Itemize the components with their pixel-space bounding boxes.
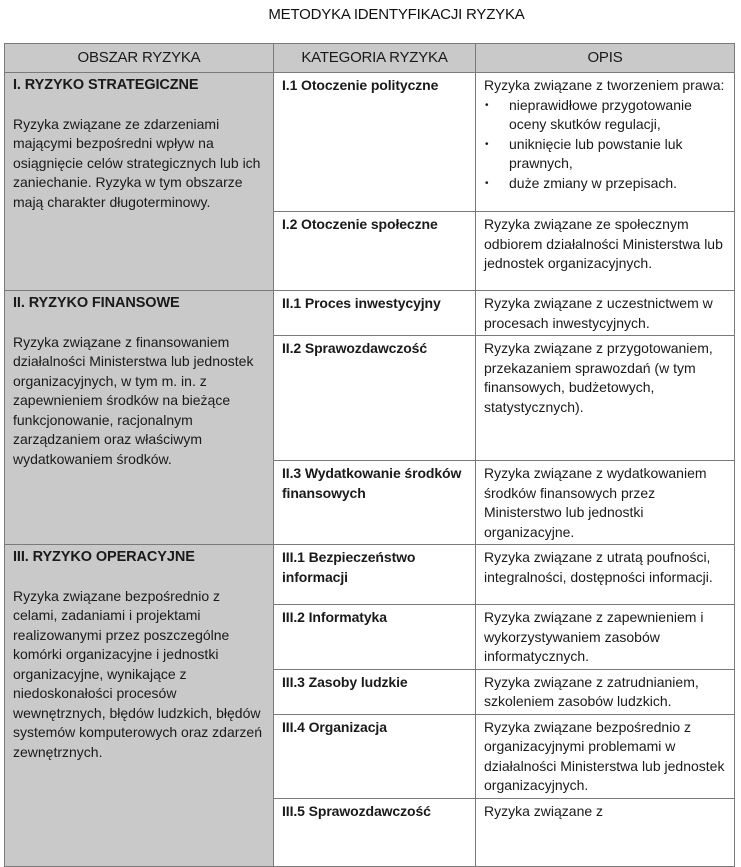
bullet-list <box>484 96 727 194</box>
risk-methodology-table <box>4 43 735 867</box>
area-cell-operational <box>5 545 274 867</box>
category-cell: I.1 Otoczenie polityczne <box>274 73 476 212</box>
area-title: II. RYZYKO FINANSOWE <box>13 295 180 311</box>
category-cell: III.3 Zasoby ludzkie <box>274 669 476 714</box>
document-title: METODYKA IDENTYFIKACJI RYZYKA <box>268 6 525 23</box>
description-cell: Ryzyka związane z przygotowaniem, przekazaniem sprawozdań (w tym finansowych, budżetowych, statystycznych). <box>476 336 735 461</box>
description-cell: Ryzyka związane z utratą poufności, integralności, dostępności informacji. <box>476 545 735 605</box>
description-cell: Ryzyka związane bezpośrednio z organizacyjnymi problemami w działalności Ministerstwa lub jednostek organizacyjnych. <box>476 714 735 798</box>
description-cell: Ryzyka związane z <box>476 798 735 866</box>
area-cell-strategic <box>5 73 274 291</box>
description-cell: Ryzyka związane ze społecznym odbiorem działalności Ministerstwa lub jednostek organizacyjnych. <box>476 212 735 291</box>
column-header-area: OBSZAR RYZYKA <box>5 44 274 73</box>
table-header-row <box>5 44 735 73</box>
description-cell <box>476 73 735 212</box>
area-cell-financial <box>5 291 274 545</box>
category-cell: I.2 Otoczenie społeczne <box>274 212 476 291</box>
description-cell: Ryzyka związane z zatrudnianiem, szkoleniem zasobów ludzkich. <box>476 669 735 714</box>
area-title: I. RYZYKO STRATEGICZNE <box>13 77 199 93</box>
category-cell: III.2 Informatyka <box>274 605 476 670</box>
category-cell: II.2 Sprawozdawczość <box>274 336 476 461</box>
table-row <box>5 73 735 212</box>
description-cell: Ryzyka związane z wydatkowaniem środków finansowych przez Ministerstwo lub jednostki organizacyjne. <box>476 461 735 545</box>
category-cell: III.4 Organizacja <box>274 714 476 798</box>
category-cell: III.5 Sprawozdawczość <box>274 798 476 866</box>
bullet-item: • uniknięcie lub powstanie luk prawnych, <box>484 135 727 174</box>
category-cell: II.3 Wydatkowanie środków finansowych <box>274 461 476 545</box>
column-header-description: OPIS <box>476 44 735 73</box>
description-text: Ryzyka związane z tworzeniem prawa: <box>484 77 725 93</box>
bullet-item: • duże zmiany w przepisach. <box>484 174 727 194</box>
column-header-category: KATEGORIA RYZYKA <box>274 44 476 73</box>
area-title: III. RYZYKO OPERACYJNE <box>13 549 195 565</box>
description-cell: Ryzyka związane z uczestnictwem w procesach inwestycyjnych. <box>476 291 735 336</box>
category-cell: II.1 Proces inwestycyjny <box>274 291 476 336</box>
area-description: Ryzyka związane ze zdarzeniami mającymi bezpośredni wpływ na osiągnięcie celów strategicznych lub ich zaniechanie. Ryzyka w tym obszarze mają charakter długoterminowy. <box>13 115 261 210</box>
area-description: Ryzyka związane bezpośrednio z celami, zadaniami i projektami realizowanymi przez poszczególne komórki organizacyjne i jednostki organizacyjne, wynikające z niedoskonałości procesów wewnętrznych, błędów ludzkich, błędów systemów komputerowych oraz zdarzeń zewnętrznych. <box>13 587 262 760</box>
table-row <box>5 291 735 336</box>
area-description: Ryzyka związane z finansowaniem działalności Ministerstwa lub jednostek organizacyjnych, w tym m. in. z zapewnieniem środków na bieżące funkcjonowanie, racjonalnym zarządzaniem oraz właściwym wydatkowaniem środków. <box>13 333 254 467</box>
bullet-item: • nieprawidłowe przygotowanie oceny skutków regulacji, <box>484 96 727 135</box>
table-row <box>5 545 735 605</box>
description-cell: Ryzyka związane z zapewnieniem i wykorzystywaniem zasobów informatycznych. <box>476 605 735 670</box>
category-cell: III.1 Bezpieczeństwo informacji <box>274 545 476 605</box>
